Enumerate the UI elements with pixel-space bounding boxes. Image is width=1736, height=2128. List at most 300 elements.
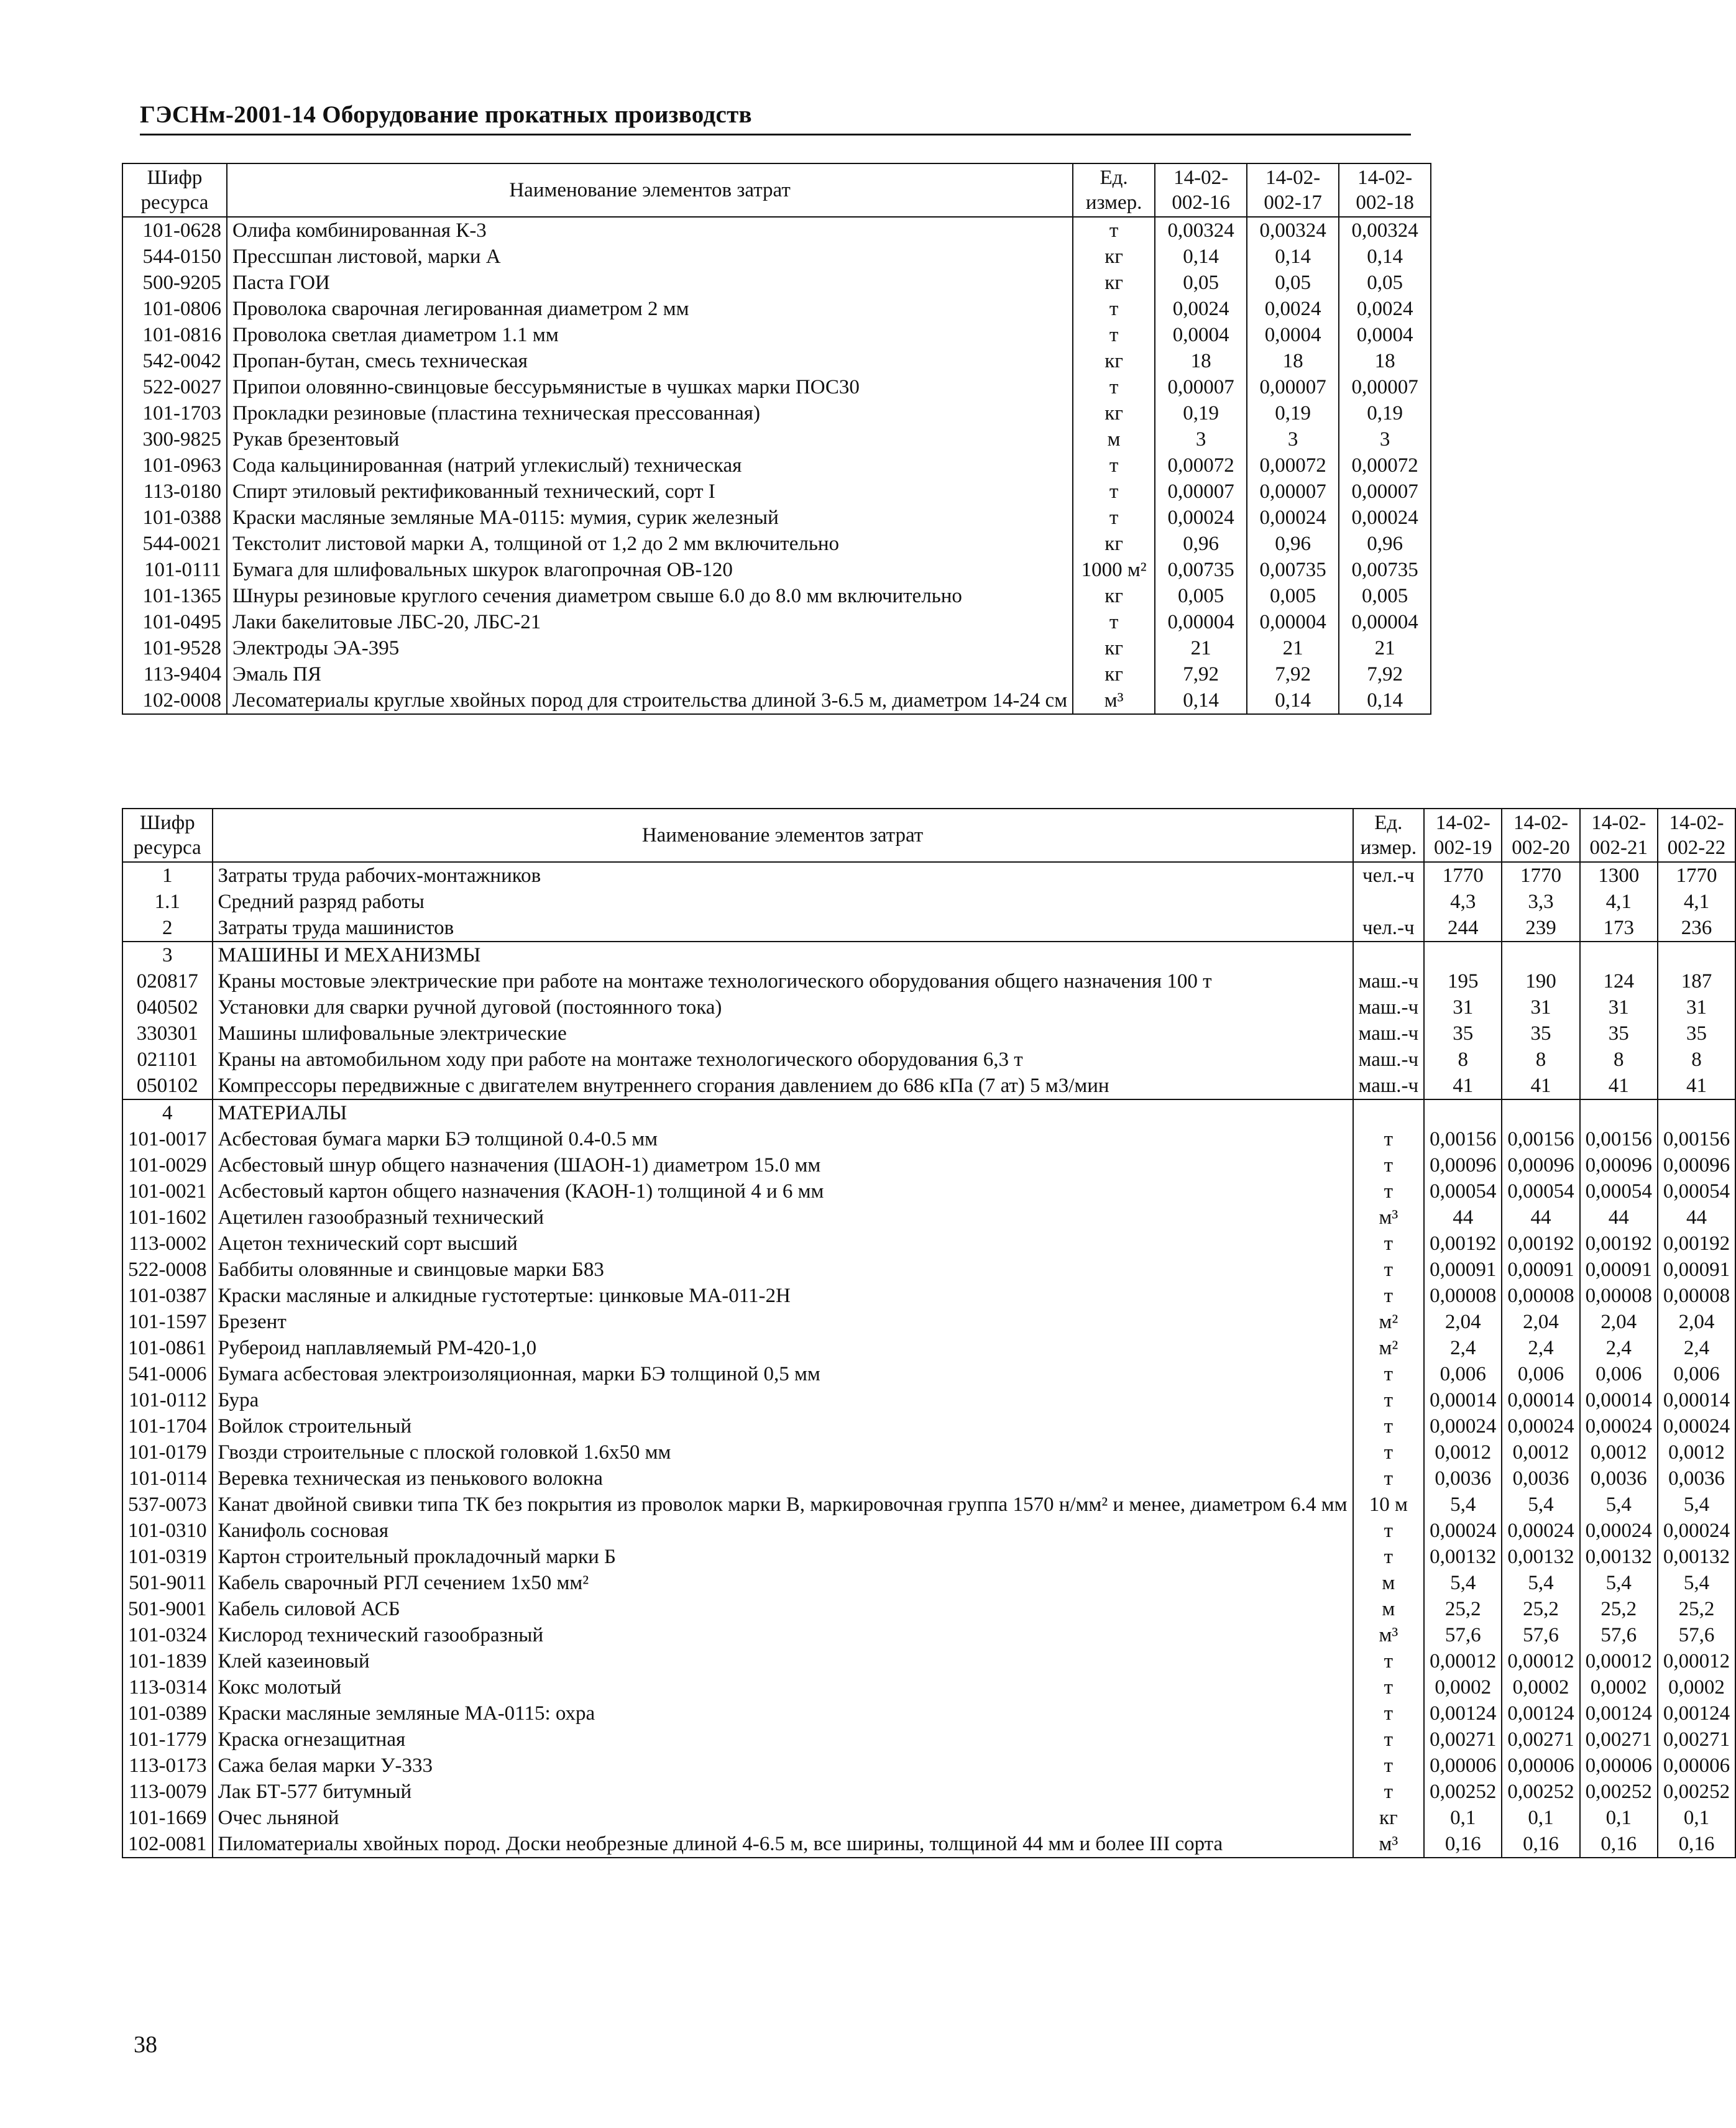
element-name-cell: Затраты труда рабочих-монтажников <box>213 862 1353 889</box>
norm-value-cell: 0,19 <box>1155 400 1247 426</box>
unit-cell: т <box>1353 1126 1425 1152</box>
norm-value-cell: 0,96 <box>1247 531 1339 557</box>
norm-value-cell: 2,04 <box>1580 1309 1658 1335</box>
norm-value-cell: 0,00091 <box>1658 1257 1735 1283</box>
col-header-norm: 14-02- 002-21 <box>1580 809 1658 862</box>
resource-code-cell: 101-0324 <box>122 1622 213 1648</box>
resource-code-cell: 101-0806 <box>122 296 227 322</box>
norm-value-cell: 0,14 <box>1339 687 1431 714</box>
norm-value-cell: 0,00124 <box>1658 1700 1735 1727</box>
norm-value-cell: 0,0036 <box>1424 1465 1502 1492</box>
norm-value-cell: 0,14 <box>1247 687 1339 714</box>
norm-value-cell: 0,00006 <box>1580 1753 1658 1779</box>
table-row <box>122 1596 1735 1622</box>
norm-value-cell: 0,1 <box>1502 1805 1579 1831</box>
norm-value-cell: 0,00072 <box>1339 452 1431 479</box>
table-row <box>122 661 1431 687</box>
norm-value-cell: 5,4 <box>1502 1492 1579 1518</box>
unit-cell: т <box>1353 1674 1425 1700</box>
norm-value-cell: 0,00024 <box>1339 505 1431 531</box>
element-name-cell: Кабель силовой АСБ <box>213 1596 1353 1622</box>
norm-value-cell: 0,14 <box>1155 687 1247 714</box>
norm-value-cell: 0,00156 <box>1424 1126 1502 1152</box>
norm-value-cell <box>1580 942 1658 968</box>
unit-cell: т <box>1353 1231 1425 1257</box>
col-header-norm: 14-02- 002-19 <box>1424 809 1502 862</box>
element-name-cell: Прокладки резиновые (пластина техническая прессованная) <box>227 400 1073 426</box>
resource-code-cell: 300-9825 <box>122 426 227 452</box>
norm-value-cell: 0,00004 <box>1339 609 1431 635</box>
norm-value-cell: 0,00007 <box>1247 374 1339 400</box>
table-row <box>122 889 1735 915</box>
norm-value-cell: 0,1 <box>1424 1805 1502 1831</box>
norm-value-cell: 57,6 <box>1502 1622 1579 1648</box>
norm-value-cell: 7,92 <box>1155 661 1247 687</box>
norm-value-cell: 2,04 <box>1658 1309 1735 1335</box>
norm-value-cell: 0,00012 <box>1424 1648 1502 1674</box>
norm-value-cell: 31 <box>1502 994 1579 1020</box>
resource-code-cell: 113-0180 <box>122 479 227 505</box>
resource-code-cell: 101-1839 <box>122 1648 213 1674</box>
norm-value-cell: 0,00024 <box>1424 1518 1502 1544</box>
unit-cell: т <box>1353 1518 1425 1544</box>
norm-value-cell: 244 <box>1424 915 1502 942</box>
table-row <box>122 1283 1735 1309</box>
norm-value-cell: 0,00008 <box>1658 1283 1735 1309</box>
table-row <box>122 452 1431 479</box>
norm-value-cell: 57,6 <box>1580 1622 1658 1648</box>
element-name-cell: Эмаль ПЯ <box>227 661 1073 687</box>
resource-code-cell: 101-0628 <box>122 217 227 244</box>
norm-value-cell: 41 <box>1424 1073 1502 1099</box>
norm-value-cell: 0,00091 <box>1580 1257 1658 1283</box>
resource-code-cell: 021101 <box>122 1047 213 1073</box>
element-name-cell: Паста ГОИ <box>227 270 1073 296</box>
norm-value-cell <box>1658 1099 1735 1126</box>
norm-value-cell: 0,0012 <box>1658 1439 1735 1465</box>
norm-value-cell: 18 <box>1339 348 1431 374</box>
norm-value-cell: 0,00156 <box>1658 1126 1735 1152</box>
resource-code-cell: 113-0079 <box>122 1779 213 1805</box>
col-header-norm: 14-02- 002-18 <box>1339 163 1431 217</box>
unit-cell: т <box>1353 1152 1425 1178</box>
table-row <box>122 609 1431 635</box>
resource-code-cell: 501-9001 <box>122 1596 213 1622</box>
norm-value-cell: 5,4 <box>1424 1492 1502 1518</box>
unit-cell: т <box>1073 505 1155 531</box>
resource-code-cell: 102-0008 <box>122 687 227 714</box>
unit-cell: кг <box>1073 531 1155 557</box>
table-row <box>122 1727 1735 1753</box>
resource-code-cell: 101-1365 <box>122 583 227 609</box>
resource-code-cell: 537-0073 <box>122 1492 213 1518</box>
element-name-cell: Олифа комбинированная К-3 <box>227 217 1073 244</box>
resource-code-cell: 101-1669 <box>122 1805 213 1831</box>
norm-value-cell: 0,00004 <box>1247 609 1339 635</box>
norm-value-cell: 0,00006 <box>1502 1753 1579 1779</box>
unit-cell: кг <box>1353 1805 1425 1831</box>
resource-code-cell: 101-0963 <box>122 452 227 479</box>
resource-code-cell: 522-0027 <box>122 374 227 400</box>
resource-code-cell: 330301 <box>122 1020 213 1047</box>
table-row <box>122 1073 1735 1099</box>
col-header-name: Наименование элементов затрат <box>213 809 1353 862</box>
resource-code-cell: 113-9404 <box>122 661 227 687</box>
resource-code-cell: 101-0112 <box>122 1387 213 1413</box>
col-header-norm: 14-02- 002-17 <box>1247 163 1339 217</box>
norm-value-cell: 0,00096 <box>1580 1152 1658 1178</box>
unit-cell: кг <box>1073 583 1155 609</box>
norm-value-cell: 5,4 <box>1658 1492 1735 1518</box>
col-header-norm: 14-02- 002-22 <box>1658 809 1735 862</box>
element-name-cell: Спирт этиловый ректификованный технический, сорт I <box>227 479 1073 505</box>
table-row <box>122 1047 1735 1073</box>
norm-value-cell: 4,3 <box>1424 889 1502 915</box>
col-header-code: Шифр ресурса <box>122 163 227 217</box>
table-header-row <box>122 809 1735 862</box>
unit-cell: м³ <box>1353 1204 1425 1231</box>
element-name-cell: Ацетилен газообразный технический <box>213 1204 1353 1231</box>
element-name-cell: Асбестовый картон общего назначения (КАОН-1) толщиной 4 и 6 мм <box>213 1178 1353 1204</box>
norm-value-cell <box>1424 942 1502 968</box>
norm-value-cell: 3 <box>1247 426 1339 452</box>
table-row <box>122 1257 1735 1283</box>
norm-value-cell: 0,0024 <box>1339 296 1431 322</box>
unit-cell: т <box>1353 1753 1425 1779</box>
table-row <box>122 1700 1735 1727</box>
table-body <box>122 862 1735 1858</box>
norm-value-cell: 0,05 <box>1247 270 1339 296</box>
norm-value-cell: 0,00132 <box>1658 1544 1735 1570</box>
norm-value-cell: 173 <box>1580 915 1658 942</box>
norm-value-cell: 44 <box>1502 1204 1579 1231</box>
unit-cell: т <box>1353 1387 1425 1413</box>
unit-cell: маш.-ч <box>1353 968 1425 994</box>
unit-cell: т <box>1073 452 1155 479</box>
resource-code-cell: 101-0816 <box>122 322 227 348</box>
resource-code-cell: 541-0006 <box>122 1361 213 1387</box>
norm-value-cell: 0,00054 <box>1424 1178 1502 1204</box>
norm-value-cell: 0,16 <box>1424 1831 1502 1858</box>
element-name-cell: Пропан-бутан, смесь техническая <box>227 348 1073 374</box>
norm-value-cell: 0,0002 <box>1502 1674 1579 1700</box>
norm-value-cell: 0,00192 <box>1580 1231 1658 1257</box>
unit-cell: т <box>1353 1257 1425 1283</box>
element-name-cell: Установки для сварки ручной дуговой (постоянного тока) <box>213 994 1353 1020</box>
table-row <box>122 1361 1735 1387</box>
norm-value-cell: 0,00324 <box>1155 217 1247 244</box>
norm-value-cell: 0,0036 <box>1502 1465 1579 1492</box>
table-row <box>122 479 1431 505</box>
element-name-cell: Проволока сварочная легированная диаметром 2 мм <box>227 296 1073 322</box>
element-name-cell: МАШИНЫ И МЕХАНИЗМЫ <box>213 942 1353 968</box>
norm-value-cell: 0,00024 <box>1155 505 1247 531</box>
norm-value-cell: 3 <box>1155 426 1247 452</box>
norm-value-cell: 0,00012 <box>1580 1648 1658 1674</box>
norm-value-cell: 18 <box>1247 348 1339 374</box>
norm-value-cell: 0,00004 <box>1155 609 1247 635</box>
norm-value-cell: 0,0012 <box>1502 1439 1579 1465</box>
table-row <box>122 1204 1735 1231</box>
unit-cell: т <box>1353 1700 1425 1727</box>
norm-value-cell: 2,04 <box>1502 1309 1579 1335</box>
unit-cell: т <box>1073 374 1155 400</box>
norm-value-cell: 8 <box>1658 1047 1735 1073</box>
element-name-cell: Кислород технический газообразный <box>213 1622 1353 1648</box>
norm-value-cell: 0,00271 <box>1580 1727 1658 1753</box>
norm-value-cell <box>1424 1099 1502 1126</box>
unit-cell: т <box>1353 1465 1425 1492</box>
resource-code-cell: 101-0017 <box>122 1126 213 1152</box>
norm-value-cell: 190 <box>1502 968 1579 994</box>
element-name-cell: Войлок строительный <box>213 1413 1353 1439</box>
norm-value-cell: 25,2 <box>1658 1596 1735 1622</box>
norm-value-cell: 0,00008 <box>1502 1283 1579 1309</box>
resource-code-cell: 113-0314 <box>122 1674 213 1700</box>
element-name-cell: Припои оловянно-свинцовые бессурьмянистые в чушках марки ПОС30 <box>227 374 1073 400</box>
norm-value-cell: 0,00271 <box>1502 1727 1579 1753</box>
unit-cell: т <box>1073 609 1155 635</box>
element-name-cell: Шнуры резиновые круглого сечения диаметром свыше 6.0 до 8.0 мм включительно <box>227 583 1073 609</box>
table-row <box>122 968 1735 994</box>
unit-cell: м <box>1073 426 1155 452</box>
table-row <box>122 1805 1735 1831</box>
resource-code-cell: 101-0389 <box>122 1700 213 1727</box>
norm-value-cell: 0,0012 <box>1580 1439 1658 1465</box>
norm-value-cell: 0,0012 <box>1424 1439 1502 1465</box>
norm-value-cell: 187 <box>1658 968 1735 994</box>
norm-value-cell: 0,0024 <box>1155 296 1247 322</box>
norm-value-cell: 31 <box>1580 994 1658 1020</box>
norm-value-cell: 0,00271 <box>1658 1727 1735 1753</box>
table-row <box>122 915 1735 942</box>
unit-cell: м³ <box>1073 687 1155 714</box>
norm-value-cell: 5,4 <box>1424 1570 1502 1596</box>
norm-value-cell: 0,00006 <box>1424 1753 1502 1779</box>
norm-value-cell: 0,19 <box>1339 400 1431 426</box>
unit-cell: 1000 м² <box>1073 557 1155 583</box>
norm-value-cell: 0,00132 <box>1502 1544 1579 1570</box>
unit-cell: маш.-ч <box>1353 1073 1425 1099</box>
table-row <box>122 1465 1735 1492</box>
table-row <box>122 1544 1735 1570</box>
norm-value-cell: 1300 <box>1580 862 1658 889</box>
resource-code-cell: 1 <box>122 862 213 889</box>
norm-value-cell: 35 <box>1658 1020 1735 1047</box>
table-row <box>122 1020 1735 1047</box>
norm-value-cell: 0,005 <box>1247 583 1339 609</box>
norm-value-cell: 0,00014 <box>1580 1387 1658 1413</box>
norm-value-cell: 0,00072 <box>1247 452 1339 479</box>
norm-value-cell: 0,96 <box>1339 531 1431 557</box>
element-name-cell: Бура <box>213 1387 1353 1413</box>
resource-code-cell: 101-1602 <box>122 1204 213 1231</box>
norm-value-cell: 0,00124 <box>1580 1700 1658 1727</box>
resource-code-cell: 101-0029 <box>122 1152 213 1178</box>
unit-cell: т <box>1353 1178 1425 1204</box>
norm-value-cell: 0,14 <box>1155 244 1247 270</box>
unit-cell: т <box>1073 479 1155 505</box>
norm-value-cell: 1770 <box>1658 862 1735 889</box>
norm-value-cell: 8 <box>1424 1047 1502 1073</box>
norm-value-cell: 0,005 <box>1339 583 1431 609</box>
norm-value-cell: 41 <box>1502 1073 1579 1099</box>
element-name-cell: Кабель сварочный РГЛ сечением 1x50 мм² <box>213 1570 1353 1596</box>
table-row <box>122 531 1431 557</box>
col-header-unit: Ед. измер. <box>1353 809 1425 862</box>
element-name-cell: Краны мостовые электрические при работе на монтаже технологического оборудования общего назначения 100 т <box>213 968 1353 994</box>
norm-value-cell: 3 <box>1339 426 1431 452</box>
norm-value-cell: 0,0002 <box>1658 1674 1735 1700</box>
table-row <box>122 994 1735 1020</box>
unit-cell: м <box>1353 1570 1425 1596</box>
norm-value-cell: 3,3 <box>1502 889 1579 915</box>
norm-value-cell: 0,0002 <box>1580 1674 1658 1700</box>
norm-value-cell: 0,00012 <box>1658 1648 1735 1674</box>
unit-cell: кг <box>1073 270 1155 296</box>
unit-cell: кг <box>1073 635 1155 661</box>
norm-value-cell: 0,00024 <box>1424 1413 1502 1439</box>
unit-cell: кг <box>1073 661 1155 687</box>
unit-cell: маш.-ч <box>1353 1047 1425 1073</box>
table-row <box>122 505 1431 531</box>
unit-cell: т <box>1353 1648 1425 1674</box>
norm-value-cell: 0,96 <box>1155 531 1247 557</box>
norm-value-cell: 0,00096 <box>1424 1152 1502 1178</box>
norm-value-cell: 57,6 <box>1424 1622 1502 1648</box>
element-name-cell: Лак БТ-577 битумный <box>213 1779 1353 1805</box>
norm-value-cell: 0,00735 <box>1247 557 1339 583</box>
element-name-cell: Сажа белая марки У-333 <box>213 1753 1353 1779</box>
resource-code-cell: 101-1597 <box>122 1309 213 1335</box>
norm-value-cell: 8 <box>1580 1047 1658 1073</box>
norm-value-cell: 0,05 <box>1339 270 1431 296</box>
table-row <box>122 348 1431 374</box>
table-row <box>122 1126 1735 1152</box>
resource-code-cell: 544-0150 <box>122 244 227 270</box>
element-name-cell: Очес льняной <box>213 1805 1353 1831</box>
norm-value-cell: 0,00054 <box>1658 1178 1735 1204</box>
table-row <box>122 942 1735 968</box>
norm-value-cell: 0,19 <box>1247 400 1339 426</box>
norm-value-cell: 0,00072 <box>1155 452 1247 479</box>
norm-value-cell: 2,04 <box>1424 1309 1502 1335</box>
norm-value-cell: 1770 <box>1502 862 1579 889</box>
resource-code-cell: 101-0114 <box>122 1465 213 1492</box>
resource-code-cell: 113-0173 <box>122 1753 213 1779</box>
element-name-cell: Ацетон технический сорт высший <box>213 1231 1353 1257</box>
element-name-cell: Бумага для шлифовальных шкурок влагопрочная ОВ-120 <box>227 557 1073 583</box>
norm-value-cell: 0,00192 <box>1502 1231 1579 1257</box>
norm-value-cell: 0,00735 <box>1339 557 1431 583</box>
element-name-cell: Прессшпан листовой, марки А <box>227 244 1073 270</box>
element-name-cell: Асбестовая бумага марки БЭ толщиной 0.4-0.5 мм <box>213 1126 1353 1152</box>
table-body <box>122 217 1431 714</box>
page-header <box>140 101 1411 135</box>
resource-code-cell: 101-0388 <box>122 505 227 531</box>
table-row <box>122 1753 1735 1779</box>
cost-table-1 <box>122 163 1431 715</box>
table-row <box>122 1622 1735 1648</box>
norm-value-cell: 2,4 <box>1502 1335 1579 1361</box>
norm-value-cell: 0,1 <box>1658 1805 1735 1831</box>
table-row <box>122 1231 1735 1257</box>
resource-code-cell: 4 <box>122 1099 213 1126</box>
unit-cell: т <box>1353 1413 1425 1439</box>
norm-value-cell: 44 <box>1580 1204 1658 1231</box>
table-row <box>122 1309 1735 1335</box>
norm-value-cell: 25,2 <box>1424 1596 1502 1622</box>
unit-cell: т <box>1353 1361 1425 1387</box>
norm-value-cell: 0,1 <box>1580 1805 1658 1831</box>
unit-cell: маш.-ч <box>1353 1020 1425 1047</box>
norm-value-cell: 5,4 <box>1580 1492 1658 1518</box>
table-row <box>122 244 1431 270</box>
norm-value-cell: 0,05 <box>1155 270 1247 296</box>
unit-cell: т <box>1353 1779 1425 1805</box>
table-row <box>122 1387 1735 1413</box>
norm-value-cell: 0,00324 <box>1247 217 1339 244</box>
resource-code-cell: 102-0081 <box>122 1831 213 1858</box>
resource-code-cell: 113-0002 <box>122 1231 213 1257</box>
resource-code-cell: 101-1704 <box>122 1413 213 1439</box>
norm-value-cell: 21 <box>1339 635 1431 661</box>
norm-value-cell: 35 <box>1580 1020 1658 1047</box>
element-name-cell: Гвозди строительные с плоской головкой 1.6x50 мм <box>213 1439 1353 1465</box>
unit-cell: м² <box>1353 1309 1425 1335</box>
norm-value-cell: 57,6 <box>1658 1622 1735 1648</box>
unit-cell: т <box>1353 1283 1425 1309</box>
element-name-cell: Текстолит листовой марки А, толщиной от 1,2 до 2 мм включительно <box>227 531 1073 557</box>
norm-value-cell: 0,00192 <box>1424 1231 1502 1257</box>
resource-code-cell: 101-0495 <box>122 609 227 635</box>
norm-value-cell: 0,00124 <box>1502 1700 1579 1727</box>
unit-cell: м <box>1353 1596 1425 1622</box>
resource-code-cell: 544-0021 <box>122 531 227 557</box>
table-header-row <box>122 163 1431 217</box>
table-row <box>122 322 1431 348</box>
element-name-cell: Веревка техническая из пенькового волокна <box>213 1465 1353 1492</box>
norm-value-cell: 0,006 <box>1502 1361 1579 1387</box>
table-row <box>122 1674 1735 1700</box>
norm-value-cell: 31 <box>1658 994 1735 1020</box>
element-name-cell: Пиломатериалы хвойных пород. Доски необрезные длиной 4-6.5 м, все ширины, толщиной 44 мм и более III сорта <box>213 1831 1353 1858</box>
resource-code-cell: 1.1 <box>122 889 213 915</box>
norm-value-cell: 0,00024 <box>1502 1518 1579 1544</box>
norm-value-cell: 0,00024 <box>1502 1413 1579 1439</box>
unit-cell: чел.-ч <box>1353 862 1425 889</box>
element-name-cell: Баббиты оловянные и свинцовые марки Б83 <box>213 1257 1353 1283</box>
resource-code-cell: 542-0042 <box>122 348 227 374</box>
norm-value-cell: 0,0024 <box>1247 296 1339 322</box>
norm-value-cell: 0,00007 <box>1339 479 1431 505</box>
norm-value-cell: 0,00091 <box>1424 1257 1502 1283</box>
table-row <box>122 1335 1735 1361</box>
element-name-cell: Краски масляные и алкидные густотертые: цинковые МА-011-2Н <box>213 1283 1353 1309</box>
unit-cell: т <box>1073 322 1155 348</box>
resource-code-cell: 101-0111 <box>122 557 227 583</box>
norm-value-cell: 18 <box>1155 348 1247 374</box>
table-row <box>122 583 1431 609</box>
element-name-cell: Затраты труда машинистов <box>213 915 1353 942</box>
norm-value-cell: 0,00024 <box>1580 1413 1658 1439</box>
norm-value-cell: 21 <box>1247 635 1339 661</box>
unit-cell: т <box>1353 1727 1425 1753</box>
resource-code-cell: 101-0387 <box>122 1283 213 1309</box>
norm-value-cell: 0,16 <box>1658 1831 1735 1858</box>
norm-value-cell: 0,00007 <box>1247 479 1339 505</box>
resource-code-cell: 040502 <box>122 994 213 1020</box>
